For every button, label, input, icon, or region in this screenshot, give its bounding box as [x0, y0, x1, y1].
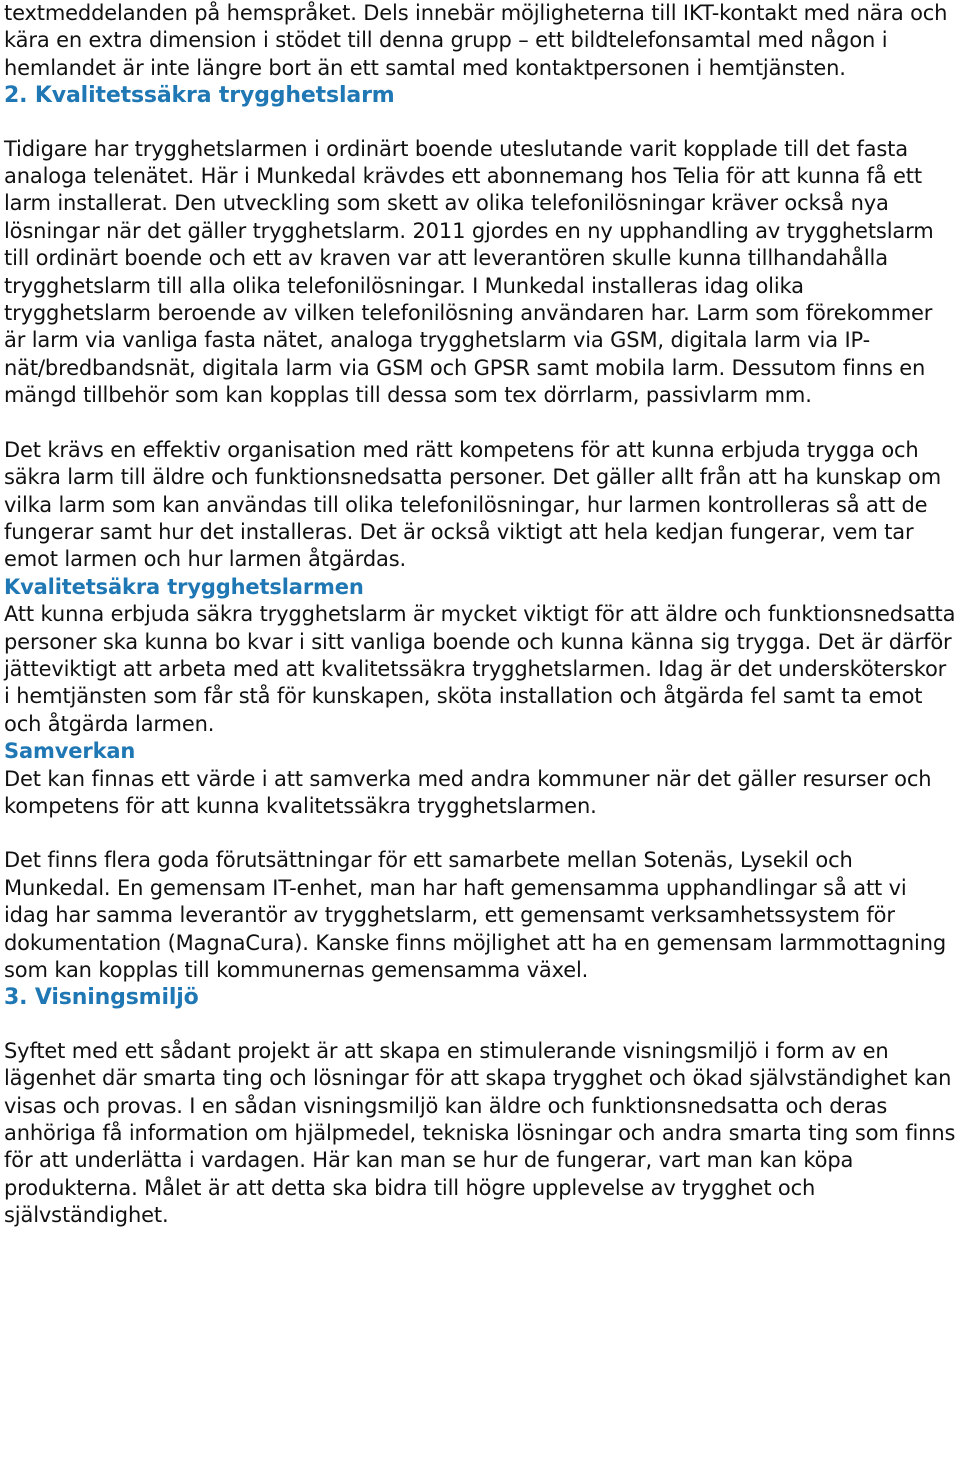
body-paragraph: Att kunna erbjuda säkra trygghetslarm är mycket viktigt för att äldre och funktionsnedsatta personer ska kunna bo kvar i sitt vanliga boende och kunna känna sig trygga. Det är därför jätteviktigt att arbeta med att kvalitetssäkra trygghetslarmen. Idag är det undersköterskor i hemtjänsten som får stå för kunskapen, sköta installation och åtgärda fel samt ta emot och åtgärda larmen. — [4, 602, 956, 736]
body-paragraph: Tidigare har trygghetslarmen i ordinärt boende uteslutande varit kopplade till det fasta analoga telenätet. Här i Munkedal krävdes ett abonnemang hos Telia för att kunna få ett larm installerat. Den utveckling som skett av olika telefonilösningar kräver också nya lösningar när det gäller trygghetslarm. 2011 gjordes en ny upphandling av trygghetslarm till ordinärt boende och ett av kraven var att leverantören skulle kunna tillhandahålla trygghetslarm till alla olika telefonilösningar. I Munkedal installeras idag olika trygghetslarm beroende av vilken telefonilösning användaren har. Larm som förekommer är larm via vanliga fasta nätet, analoga trygghetslarm via GSM, digitala larm via IP-nät/bredbandsnät, digitala larm via GSM och GPSR samt mobila larm. Dessutom finns en mängd tillbehör som kan kopplas till dessa som tex dörrlarm, passivlarm mm. — [4, 136, 934, 408]
section-heading-2 — [4, 82, 956, 109]
subheading: Samverkan — [4, 739, 136, 764]
body-paragraph: Det kan finnas ett värde i att samverka med andra kommuner när det gäller resurser och kompetens för att kunna kvalitetssäkra trygghetslarmen. — [4, 766, 932, 818]
section-number: 2. — [4, 83, 28, 109]
document-page — [4, 0, 956, 1230]
section-number: 3. — [4, 985, 28, 1011]
intro-paragraph: textmeddelanden på hemspråket. Dels innebär möjligheterna till IKT-kontakt med nära och kära en extra dimension i stödet till denna grupp – ett bildtelefonsamtal med någon i hemlandet är inte längre bort än ett samtal med kontaktpersonen i hemtjänsten. — [4, 1, 948, 80]
section-title: Kvalitetssäkra trygghetslarm — [34, 83, 395, 109]
body-paragraph: Det finns flera goda förutsättningar för ett samarbete mellan Sotenäs, Lysekil och Munkedal. En gemensam IT-enhet, man har haft gemensamma upphandlingar så att vi idag har samma leverantör av trygghetslarm, ett gemensamt verksamhetssystem för dokumentation (MagnaCura). Kanske finns möjlighet att ha en gemensam larmmottagning som kan kopplas till kommunernas gemensamma växel. — [4, 848, 947, 982]
body-paragraph: Syftet med ett sådant projekt är att skapa en stimulerande visningsmiljö i form av en lägenhet där smarta ting och lösningar för att skapa trygghet och ökad självständighet kan visas och provas. I en sådan visningsmiljö kan äldre och funktionsnedsatta och deras anhöriga få information om hjälpmedel, tekniska lösningar och andra smarta ting som finns för att underlätta i vardagen. Här kan man se hur de fungerar, vart man kan köpa produkterna. Målet är att detta ska bidra till högre upplevelse av trygghet och självständighet. — [4, 1038, 956, 1228]
body-paragraph: Det krävs en effektiv organisation med rätt kompetens för att kunna erbjuda trygga och säkra larm till äldre och funktionsnedsatta personer. Det gäller allt från att ha kunskap om vilka larm som kan användas till olika telefonilösningar, hur larmen kontrolleras så att de fungerar samt hur det installeras. Det är också viktigt att hela kedjan fungerar, vem tar emot larmen och hur larmen åtgärdas. — [4, 437, 942, 572]
subheading: Kvalitetsäkra trygghetslarmen — [4, 574, 364, 599]
section-heading-3 — [4, 984, 956, 1011]
section-title: Visningsmiljö — [34, 985, 199, 1011]
